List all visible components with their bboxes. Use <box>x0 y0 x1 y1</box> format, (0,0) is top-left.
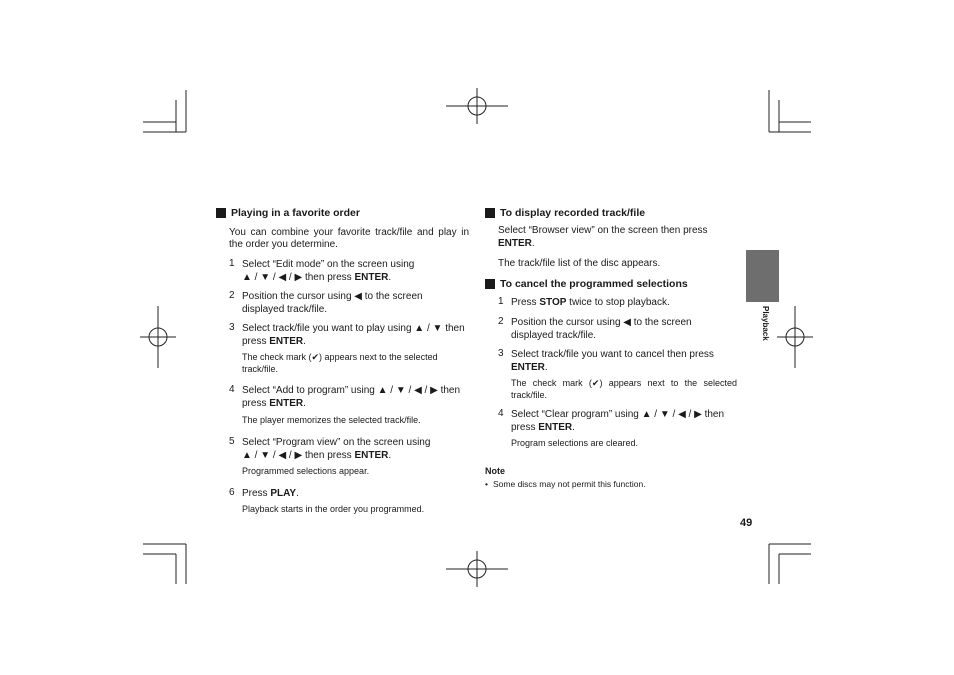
step-number: 5 <box>229 436 235 447</box>
section-tab <box>746 250 779 302</box>
step-number: 4 <box>229 384 235 395</box>
step-number: 2 <box>498 316 504 327</box>
step-number: 3 <box>498 348 504 359</box>
step-number: 4 <box>498 408 504 419</box>
page-number: 49 <box>740 517 753 529</box>
step-6-note: Playback starts in the order you programmed. <box>242 504 425 514</box>
display-track-result: The track/file list of the disc appears. <box>498 258 661 269</box>
cancel-step-3-text: Select track/file you want to cancel then press ENTER. <box>511 349 714 373</box>
square-bullet-icon <box>216 208 226 218</box>
cancel-step-4-text: Select “Clear program” using ▲ / ▼ / ◀ / ▶ then press ENTER. <box>511 409 725 433</box>
step-number: 3 <box>229 322 235 333</box>
step-1-text: Select “Edit mode” on the screen using ▲ / ▼ / ◀ / ▶ then press ENTER. <box>242 259 415 283</box>
note-text: Some discs may not permit this function. <box>493 479 646 489</box>
cancel-step-4-note: Program selections are cleared. <box>511 438 639 448</box>
cancel-step-3-note: The check mark (✔) appears next to the selected track/file. <box>511 378 737 400</box>
display-track-paragraph: Select “Browser view” on the screen then press ENTER. <box>498 225 708 249</box>
step-3-text: Select track/file you want to play using ▲ / ▼ then press ENTER. <box>242 323 465 347</box>
intro-line-1: You can combine your favorite track/file and play in <box>229 227 469 238</box>
square-bullet-icon <box>485 279 495 289</box>
step-5-text: Select “Program view” on the screen using ▲ / ▼ / ◀ / ▶ then press ENTER. <box>242 437 431 461</box>
step-3-note: The check mark (✔) appears next to the selected track/file. <box>242 352 438 374</box>
step-5-note: Programmed selections appear. <box>242 466 370 476</box>
section-heading-display-track: To display recorded track/file <box>485 207 645 219</box>
step-6-text: Press PLAY. <box>242 488 299 499</box>
step-number: 1 <box>498 296 504 307</box>
square-bullet-icon <box>485 208 495 218</box>
step-number: 2 <box>229 290 235 301</box>
section-tab-label: Playback <box>761 306 770 341</box>
step-4-note: The player memorizes the selected track/file. <box>242 415 421 425</box>
cancel-step-2-text: Position the cursor using ◀ to the screen displayed track/file. <box>511 317 692 341</box>
step-4-text: Select “Add to program” using ▲ / ▼ / ◀ / ▶ then press ENTER. <box>242 385 461 409</box>
step-2-text: Position the cursor using ◀ to the screen displayed track/file. <box>242 291 423 315</box>
intro-line-2: the order you determine. <box>229 239 338 250</box>
section-heading-favorite-order: Playing in a favorite order <box>216 207 360 219</box>
step-number: 6 <box>229 487 235 498</box>
cancel-step-1-text: Press STOP twice to stop playback. <box>511 297 670 308</box>
section-heading-cancel-program: To cancel the programmed selections <box>485 278 688 290</box>
step-number: 1 <box>229 258 235 269</box>
note-title: Note <box>485 466 505 476</box>
note-bullet: • <box>485 479 488 489</box>
